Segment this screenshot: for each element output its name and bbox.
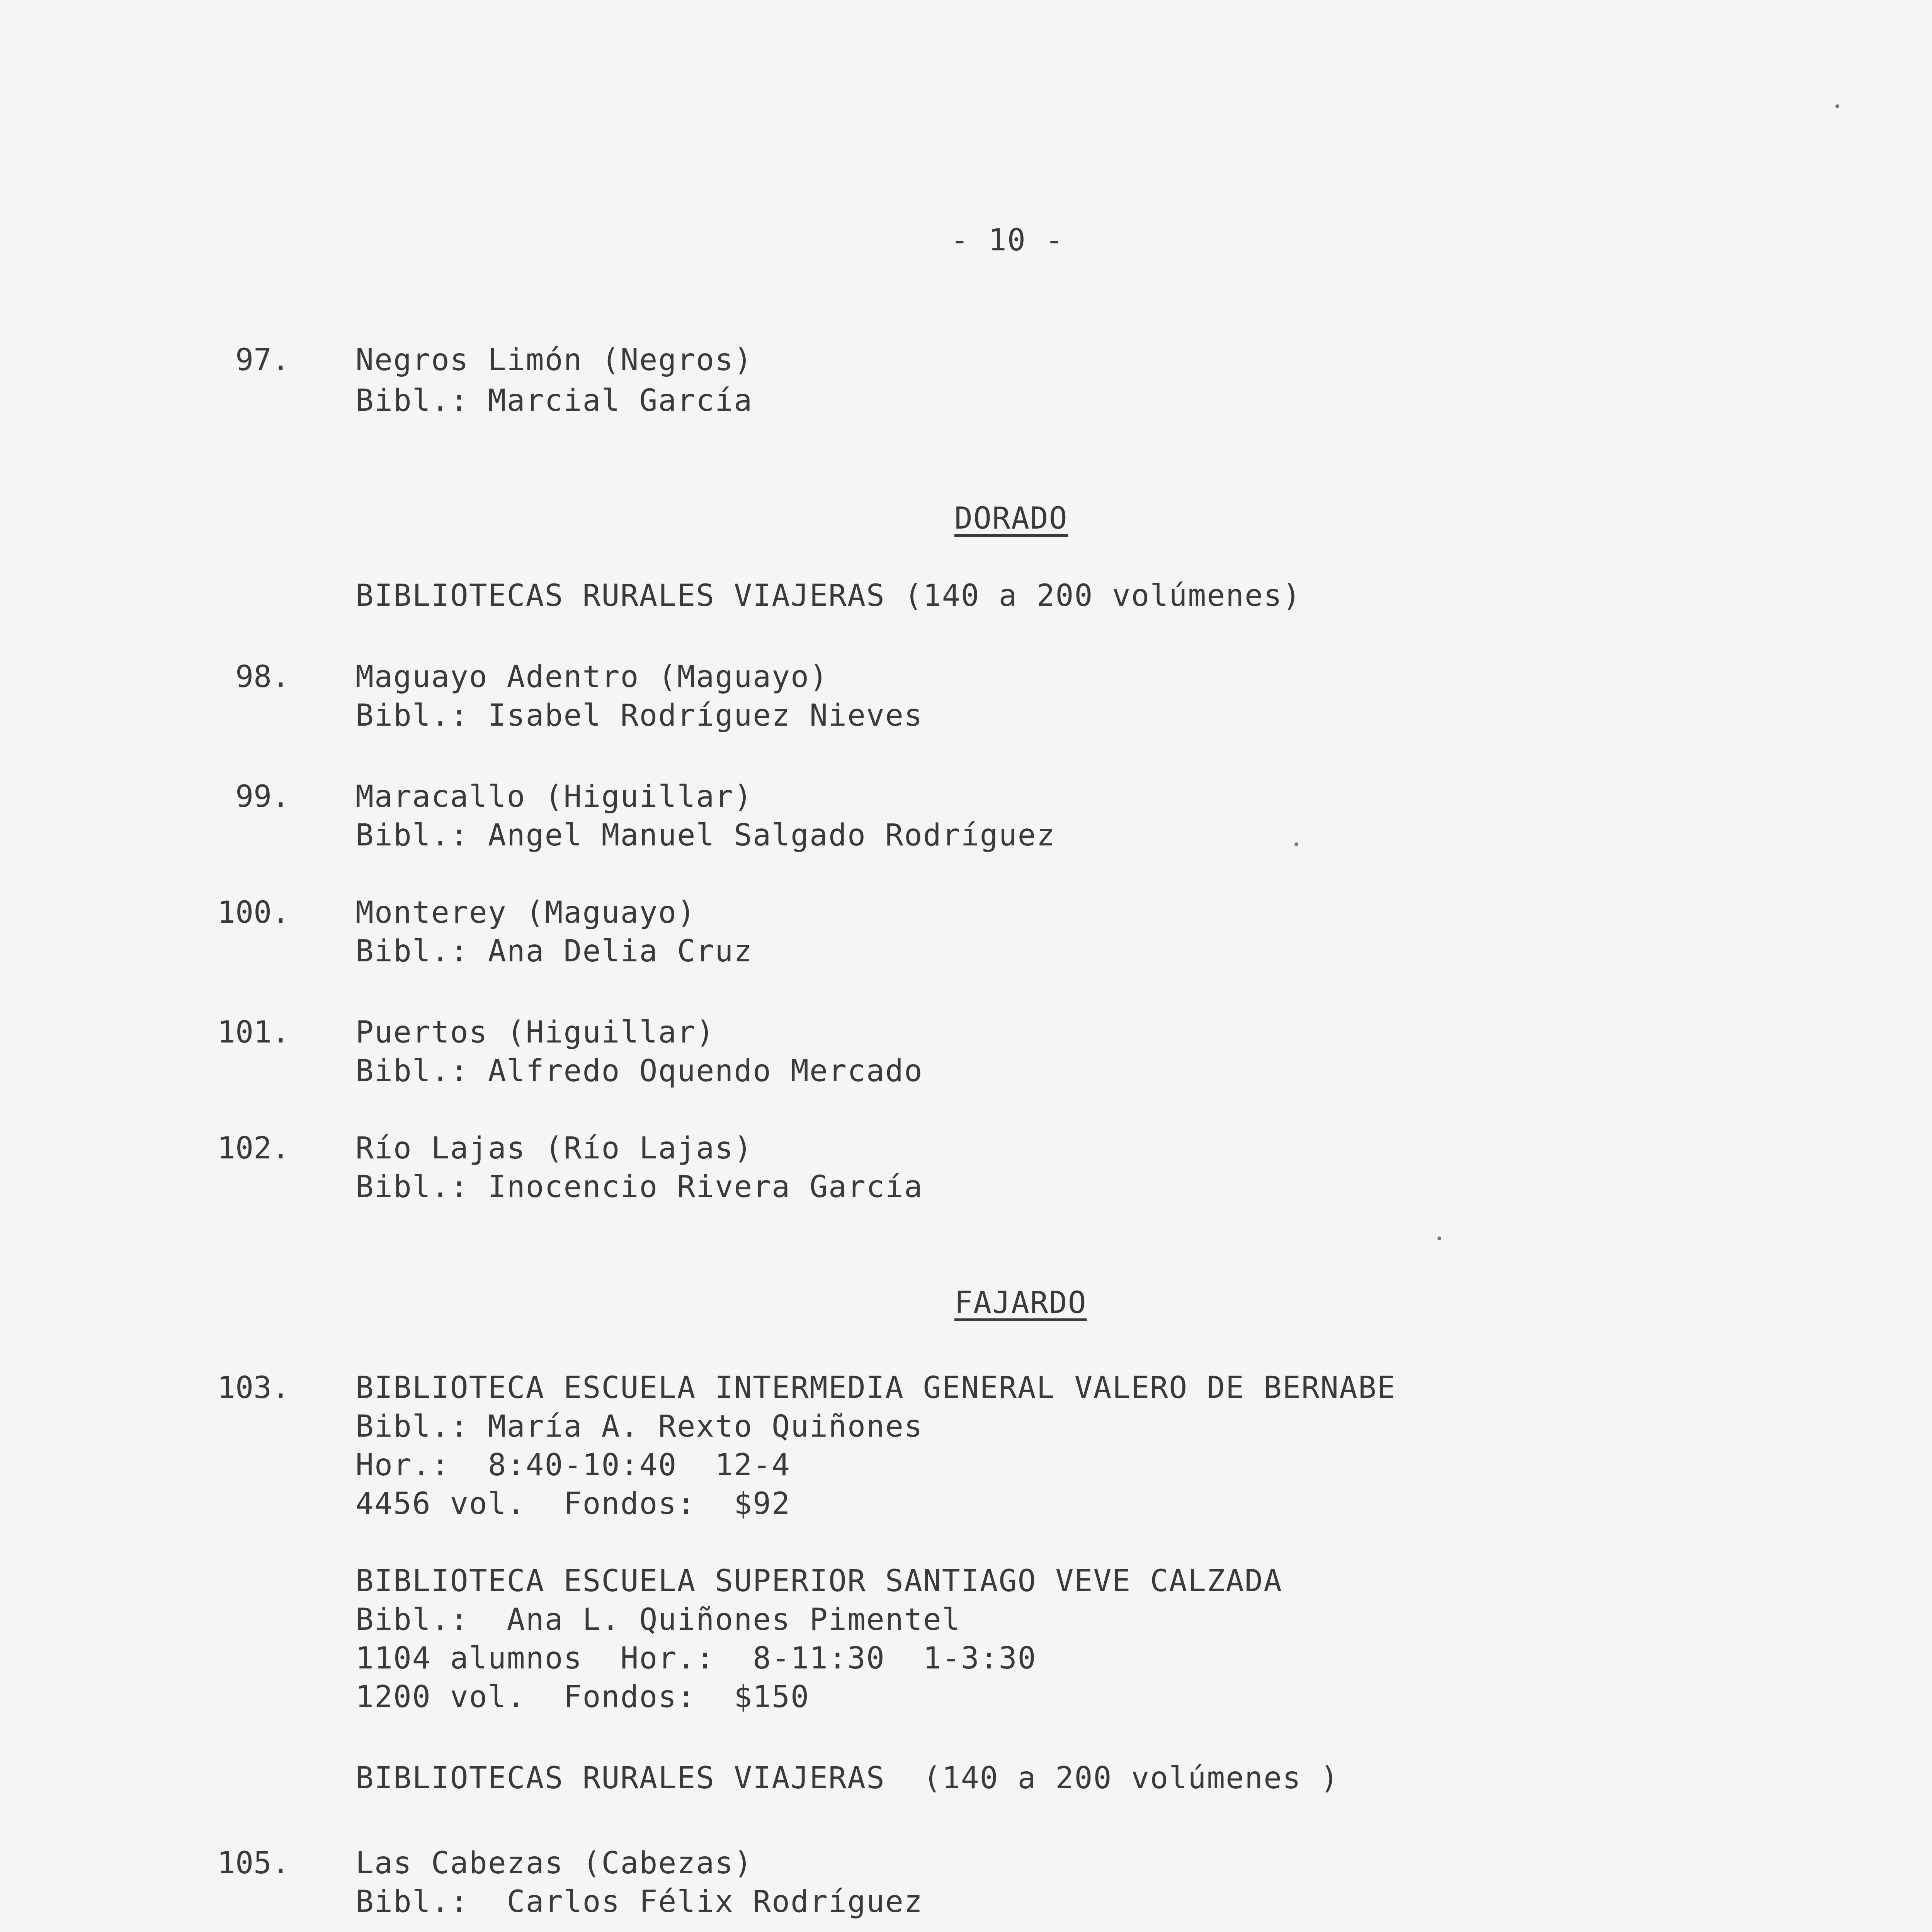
section-heading-fajardo: FAJARDO [954, 1286, 1087, 1320]
entry-librarian: Bibl.: Angel Manuel Salgado Rodríguez [355, 818, 1056, 853]
entry-location: Maracallo (Higuillar) [355, 779, 753, 814]
page-number: - 10 - [951, 223, 1064, 258]
entry-librarian: Bibl.: Ana Delia Cruz [355, 934, 753, 969]
library-name: BIBLIOTECA ESCUELA SUPERIOR SANTIAGO VEVE CALZADA [355, 1564, 1283, 1599]
entry-librarian: Bibl.: Ana L. Quiñones Pimentel [355, 1602, 961, 1637]
entry-librarian: Bibl.: María A. Rexto Quiñones [355, 1409, 923, 1444]
entry-number: 98. [235, 660, 290, 694]
scan-speck [1835, 104, 1839, 108]
entry-number: 100. [217, 895, 290, 930]
entry-students-hours: 1104 alumnos Hor.: 8-11:30 1-3:30 [355, 1641, 1037, 1676]
library-name: BIBLIOTECA ESCUELA INTERMEDIA GENERAL VALERO DE BERNABE [355, 1371, 1396, 1405]
entry-volumes-funds: 1200 vol. Fondos: $150 [355, 1680, 810, 1714]
entry-location: Negros Limón (Negros) [355, 343, 753, 378]
scan-speck [1294, 842, 1298, 846]
entry-number: 101. [217, 1015, 290, 1050]
entry-location: Puertos (Higuillar) [355, 1015, 715, 1050]
entry-librarian: Bibl.: Alfredo Oquendo Mercado [355, 1054, 923, 1088]
entry-number: 102. [217, 1131, 290, 1166]
entry-hours: Hor.: 8:40-10:40 12-4 [355, 1448, 791, 1483]
entry-librarian: Bibl.: Inocencio Rivera García [355, 1170, 923, 1204]
section-subheading-fajardo: BIBLIOTECAS RURALES VIAJERAS (140 a 200 volúmenes ) [355, 1761, 1339, 1796]
entry-number: 97. [235, 343, 290, 378]
entry-number: 105. [217, 1846, 290, 1881]
entry-location: Monterey (Maguayo) [355, 895, 696, 930]
entry-librarian: Bibl.: Isabel Rodríguez Nieves [355, 698, 923, 733]
entry-librarian: Bibl.: Marcial García [355, 383, 753, 418]
entry-location: Las Cabezas (Cabezas) [355, 1846, 753, 1881]
entry-number: 99. [235, 779, 290, 814]
entry-librarian: Bibl.: Carlos Félix Rodríguez [355, 1884, 923, 1919]
entry-volumes-funds: 4456 vol. Fondos: $92 [355, 1486, 791, 1521]
entry-location: Maguayo Adentro (Maguayo) [355, 660, 828, 694]
entry-location: Río Lajas (Río Lajas) [355, 1131, 753, 1166]
section-heading-dorado: DORADO [954, 501, 1068, 536]
section-subheading-dorado: BIBLIOTECAS RURALES VIAJERAS (140 a 200 volúmenes) [355, 578, 1301, 613]
entry-number: 103. [217, 1371, 290, 1405]
scan-speck [1437, 1236, 1441, 1240]
